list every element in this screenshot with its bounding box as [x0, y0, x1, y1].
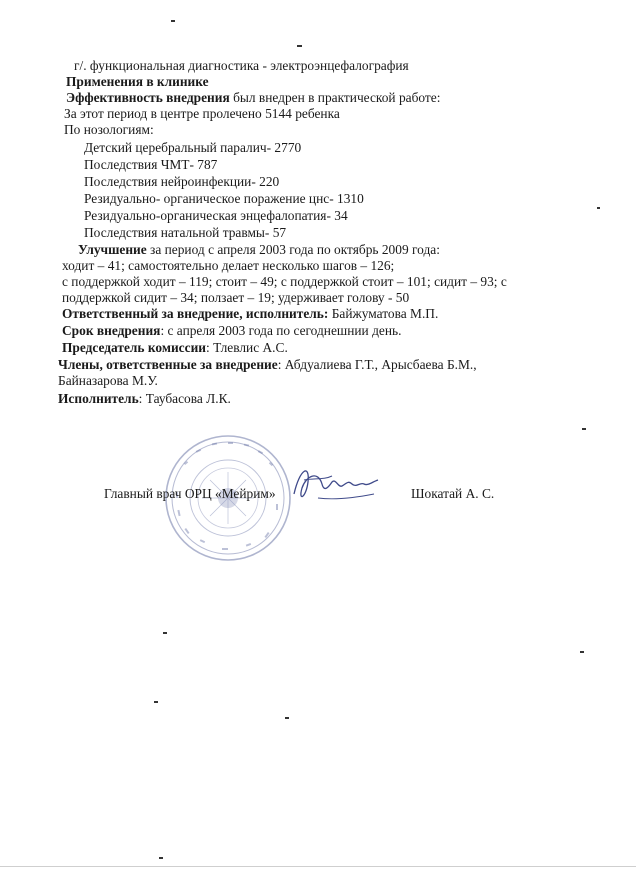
- executor-value: : Таубасова Л.К.: [138, 391, 231, 406]
- improvement-line: [78, 242, 440, 258]
- members-line-2: Байназарова М.У.: [58, 373, 158, 388]
- nosology-title: По нозологиям:: [64, 122, 154, 137]
- scan-edge: [0, 866, 636, 867]
- responsible-line: [62, 306, 438, 322]
- nosology-item: Резидуально- органическое поражение цнс- 1310: [84, 191, 364, 206]
- improvement-label: Улучшение: [78, 242, 147, 257]
- heading: г/. функциональная диагностика - электроэнцефалография: [74, 58, 409, 73]
- effectiveness-text: был внедрен в практической работе:: [229, 90, 441, 105]
- nosology-item: Последствия нейроинфекции- 220: [84, 174, 280, 189]
- scan-speck: [163, 632, 167, 634]
- members-value: : Абдуалиева Г.Т., Арысбаева Б.М.,: [277, 357, 477, 372]
- improvement-stats-line: ходит – 41; самостоятельно делает несколько шагов – 126;: [62, 258, 395, 273]
- chairman-label: Председатель комиссии: [62, 340, 206, 355]
- section-title: Применения в клинике: [66, 74, 209, 89]
- treated-line: За этот период в центре пролечено 5144 ребенка: [64, 106, 340, 121]
- scan-speck: [159, 857, 163, 859]
- scan-speck: [597, 207, 600, 209]
- signatory-name: Шокатай А. С.: [411, 486, 495, 501]
- responsible-label: Ответственный за внедрение, исполнитель:: [62, 306, 329, 321]
- executor-label: Исполнитель: [58, 391, 139, 406]
- chairman-line: [62, 340, 288, 356]
- handwritten-signature-icon: [288, 458, 384, 510]
- executor-line: [58, 391, 231, 407]
- members-label: Члены, ответственные за внедрение: [58, 357, 278, 372]
- improvement-stats-line: с поддержкой ходит – 119; стоит – 49; с поддержкой стоит – 101; сидит – 93; с: [62, 274, 507, 289]
- effectiveness-label: Эффективность внедрения: [66, 90, 230, 105]
- nosology-item: Последствия ЧМТ- 787: [84, 157, 218, 172]
- improvement-stats-line: поддержкой сидит – 34; ползает – 19; удерживает голову - 50: [62, 290, 410, 305]
- nosology-item: Последствия натальной травмы- 57: [84, 225, 287, 240]
- term-line: [62, 323, 401, 339]
- term-value: : с апреля 2003 года по сегоднешнии день.: [160, 323, 402, 338]
- scan-speck: [297, 45, 302, 47]
- nosology-item: Резидуально-органическая энцефалопатия- 34: [84, 208, 348, 223]
- chairman-value: : Тлевлис А.С.: [206, 340, 288, 355]
- nosology-item: Детский церебральный паралич- 2770: [84, 140, 302, 155]
- members-line: [58, 357, 477, 373]
- scan-speck: [580, 651, 584, 653]
- improvement-text: за период с апреля 2003 года по октябрь 2009 года:: [146, 242, 440, 257]
- effectiveness-line: [66, 90, 440, 106]
- signatory-position: Главный врач ОРЦ «Мейрим»: [104, 486, 276, 501]
- scan-speck: [582, 428, 586, 430]
- scan-speck: [285, 717, 289, 719]
- scan-speck: [154, 701, 158, 703]
- scan-speck: [171, 20, 175, 22]
- responsible-value: Байжуматова М.П.: [328, 306, 439, 321]
- term-label: Срок внедрения: [62, 323, 161, 338]
